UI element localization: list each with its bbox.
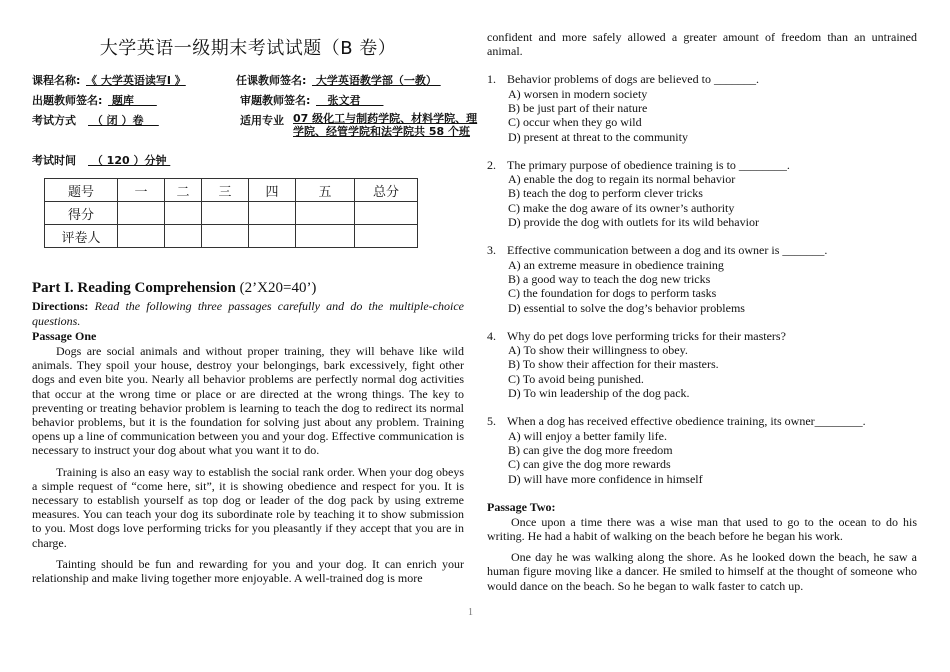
question-item	[487, 329, 917, 400]
passage-paragraph: Training is also an easy way to establish the social rank order. When your dog obeys a simple request of “come here, sit”, it is showing obedience and respect for you. It is necessary to establish yourself as top dog or leader of the dog pack by using extreme measures. You can teach your dog its subordinate role by teaching it to show submission to you. Most dogs love performing tricks for you pleasantly if they accept that you are in charge.	[32, 464, 464, 550]
score-header-cell: 一	[118, 179, 165, 202]
answer-option[interactable]: D) To win leadership of the dog pack.	[508, 386, 690, 401]
exam-meta	[32, 72, 478, 172]
passage-paragraph: Tainting should be fun and rewarding for you and your dog. It can enrich your relationship and make living together more enjoyable. A well-trained dog is more	[32, 556, 464, 586]
answer-option[interactable]: B) teach the dog to perform clever tricks	[508, 186, 703, 201]
passage-paragraph: Once upon a time there was a wise man that used to go to the ocean to do his writing. He had a habit of walking on the beach before he began his work.	[487, 514, 917, 544]
passage-two-title: Passage Two:	[487, 499, 556, 514]
answer-option[interactable]: C) occur when they go wild	[508, 115, 642, 130]
score-cell[interactable]	[118, 202, 165, 225]
setter-value: 题库	[108, 94, 157, 107]
question-number: 5.	[487, 414, 496, 429]
score-cell[interactable]	[355, 225, 418, 248]
passage-continuation: confident and more safely allowed a greater amount of freedom than an untrained animal.	[487, 30, 917, 59]
question-number: 1.	[487, 72, 496, 87]
answer-option[interactable]: D) present at threat to the community	[508, 129, 688, 144]
part-one-section	[32, 280, 464, 592]
course-label: 课程名称:	[32, 74, 81, 87]
page-number: 1	[468, 607, 473, 618]
teacher-label: 任课教师签名:	[236, 74, 307, 87]
answer-option[interactable]: B) can give the dog more freedom	[508, 442, 673, 457]
meta-row-setter	[32, 92, 464, 112]
left-column	[32, 30, 478, 586]
question-item	[487, 243, 917, 314]
answer-option[interactable]: A) enable the dog to regain its normal behavior	[508, 172, 736, 187]
question-stem: Behavior problems of dogs are believed to _______.	[507, 72, 759, 87]
question-stem: The primary purpose of obedience training is to ________.	[507, 157, 790, 172]
answer-option[interactable]: A) will enjoy a better family life.	[508, 428, 667, 443]
answer-option[interactable]: A) an extreme measure in obedience training	[508, 257, 724, 272]
directions-label: Directions:	[32, 299, 89, 313]
score-header-cell: 五	[296, 179, 355, 202]
part-one-points: (2’X20=40’)	[239, 280, 317, 296]
setter-label: 出题教师签名:	[32, 94, 103, 107]
score-table	[44, 178, 418, 248]
course-value: 《 大学英语读写Ⅰ 》	[86, 74, 186, 87]
time-label: 考试时间	[32, 154, 76, 167]
score-cell[interactable]	[202, 225, 249, 248]
score-cell[interactable]	[202, 202, 249, 225]
major-label: 适用专业	[240, 114, 284, 127]
answer-option[interactable]: C) the foundation for dogs to perform tasks	[508, 286, 717, 301]
answer-option[interactable]: C) To avoid being punished.	[508, 371, 644, 386]
score-table-row	[45, 225, 418, 248]
answer-option[interactable]: D) essential to solve the dog’s behavior problems	[508, 300, 745, 315]
score-table-row	[45, 202, 418, 225]
part-one-heading	[32, 280, 464, 297]
score-row-label: 评卷人	[45, 225, 118, 248]
score-cell[interactable]	[249, 225, 296, 248]
passage-paragraph: One day he was walking along the shore. As he looked down the beach, he saw a human figure moving like a dancer. He smiled to himself at the thought of someone who would dance on the beach. So he began to walk faster to catch up.	[487, 550, 917, 593]
answer-option[interactable]: C) make the dog aware of its owner’s authority	[508, 200, 735, 215]
question-stem: When a dog has received effective obedience training, its owner________.	[507, 414, 866, 429]
meta-row-time	[32, 152, 464, 172]
question-item	[487, 72, 917, 143]
score-header-cell: 三	[202, 179, 249, 202]
answer-option[interactable]: D) provide the dog with outlets for its wild behavior	[508, 215, 759, 230]
answer-option[interactable]: B) To show their affection for their masters.	[508, 357, 719, 372]
meta-row-course	[32, 72, 464, 92]
score-cell[interactable]	[165, 202, 202, 225]
question-stem: Effective communication between a dog and its owner is _______.	[507, 243, 828, 258]
score-header-cell: 题号	[45, 179, 118, 202]
answer-option[interactable]: A) worsen in modern society	[508, 86, 648, 101]
question-item	[487, 414, 917, 485]
time-value: （ 120 ）分钟	[88, 154, 171, 167]
mode-value: （ 闭 ）卷	[88, 114, 159, 127]
score-cell[interactable]	[165, 225, 202, 248]
score-cell[interactable]	[296, 225, 355, 248]
question-number: 2.	[487, 157, 496, 172]
exam-title: 大学英语一级期末考试试题（B 卷）	[99, 38, 397, 59]
score-header-cell: 总分	[355, 179, 418, 202]
directions-text: Read the following three passages carefully and do the multiple-choice questions.	[32, 299, 464, 328]
teacher-value: 大学英语教学部（一教）	[312, 74, 441, 87]
mode-label: 考试方式	[32, 114, 76, 127]
score-cell[interactable]	[249, 202, 296, 225]
reviewer-value: 张文君	[316, 94, 384, 107]
part-one-title: Part I. Reading Comprehension	[32, 280, 236, 296]
passage-one-title: Passage One	[32, 329, 97, 343]
question-number: 3.	[487, 243, 496, 258]
answer-option[interactable]: B) a good way to teach the dog new tricks	[508, 271, 711, 286]
score-header-cell: 二	[165, 179, 202, 202]
score-header-cell: 四	[249, 179, 296, 202]
passage-paragraph: Dogs are social animals and without proper training, they will behave like wild animals. They spoil your house, destroy your belongings, bark excessively, fight other dogs and even bite you. Nearly all behavior problems are perfectly normal dog activities that occur at the wrong time or place or are directed at the wrong things. The key to preventing or treating behavior problem is learning to teach the dog to redirect its normal behavior problems, but it is the foundation for solving just about any problem. Training opens up a line of communication between you and your dog. Effective communication is necessary to instruct your dog about what you want it to do.	[32, 344, 464, 458]
question-stem: Why do pet dogs love performing tricks for their masters?	[507, 328, 786, 343]
score-cell[interactable]	[296, 202, 355, 225]
score-row-label: 得分	[45, 202, 118, 225]
question-item	[487, 158, 917, 229]
major-value: 07 级化工与制药学院、材料学院、理学院、经管学院和法学院共 58 个班	[293, 112, 478, 138]
score-cell[interactable]	[355, 202, 418, 225]
answer-option[interactable]: B) be just part of their nature	[508, 101, 648, 115]
meta-row-mode	[32, 112, 478, 152]
score-table-header-row	[45, 179, 418, 202]
question-number: 4.	[487, 328, 496, 343]
answer-option[interactable]: D) will have more confidence in himself	[508, 471, 703, 486]
right-column	[487, 30, 917, 600]
answer-option[interactable]: A) To show their willingness to obey.	[508, 343, 688, 358]
directions	[32, 299, 464, 328]
reviewer-label: 审题教师签名:	[240, 94, 311, 107]
answer-option[interactable]: C) can give the dog more rewards	[508, 457, 671, 472]
score-cell[interactable]	[118, 225, 165, 248]
